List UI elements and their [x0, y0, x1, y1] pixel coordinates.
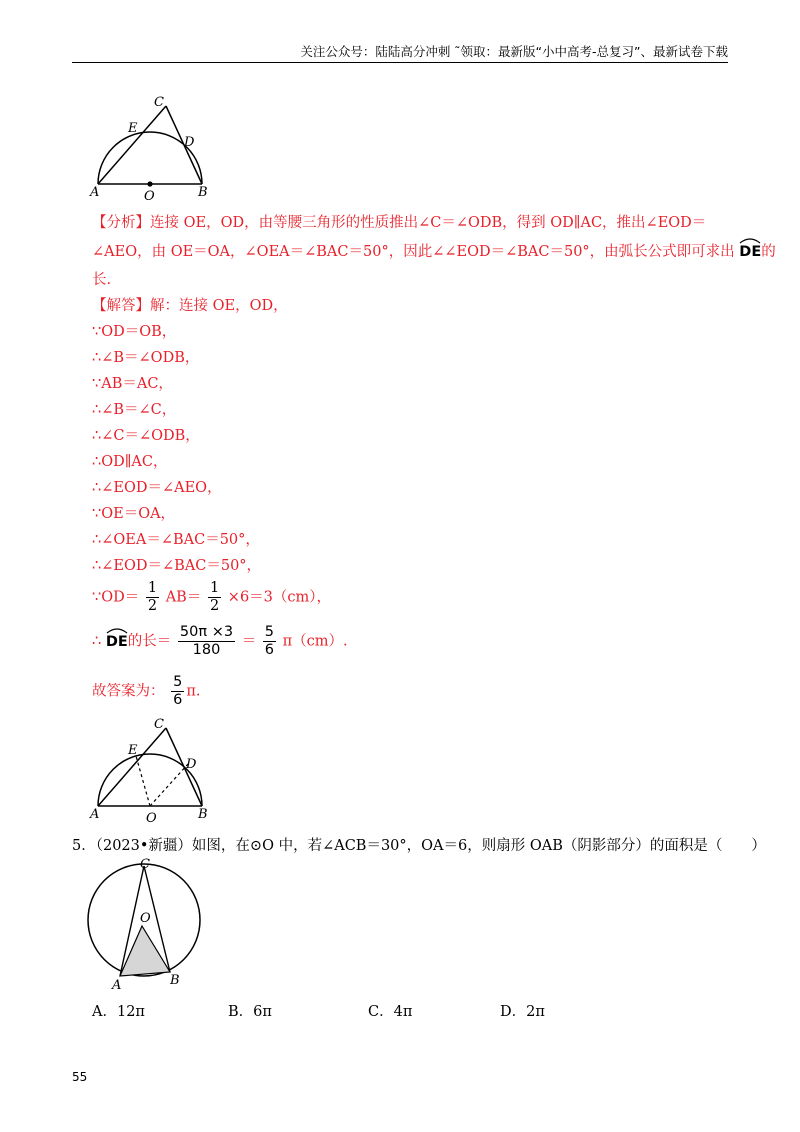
step11-mid: AB＝: [165, 589, 202, 606]
analysis-text-2-end: 的: [761, 244, 776, 260]
arc-de-label: [739, 240, 761, 260]
analysis-text-1: 连接 OE，OD，由等腰三角形的性质推出∠C＝∠ODB，得到 OD∥AC，推出∠EOD＝: [150, 215, 707, 231]
step12-mid: 的长＝: [127, 633, 172, 650]
arc-de-text-2: DE: [105, 633, 128, 650]
fig3-label-O: O: [140, 911, 151, 926]
frac-num: 50π ×3: [179, 624, 234, 640]
page-header: [72, 44, 728, 63]
fig3-label-C: C: [140, 857, 150, 872]
question-5: 5．（2023•新疆）如图，在⊙O 中，若∠ACB＝30°，OA＝6，则扇形 OAB（阴影部分）的面积是（ ）: [72, 838, 766, 854]
frac-den: 2: [209, 598, 220, 614]
fig1-label-E: E: [128, 121, 138, 136]
fraction-five-sixths: [263, 624, 276, 659]
fig3-label-A: A: [112, 978, 122, 992]
step-4: ∴∠B＝∠C，: [92, 402, 177, 418]
fraction-arc-length: [178, 624, 235, 659]
frac-num: 1: [147, 580, 158, 596]
fig1-label-C: C: [154, 95, 164, 110]
step12-eq: ＝: [241, 633, 257, 650]
analysis-tag: 【分析】: [92, 215, 150, 231]
frac-den: 6: [173, 692, 183, 708]
step-10: ∴∠EOD＝∠BAC＝50°，: [92, 558, 262, 574]
fig2-label-D: D: [186, 757, 197, 772]
frac-num: 5: [173, 674, 183, 690]
step12-pre: ∴: [92, 633, 102, 650]
final-pre: 故答案为：: [92, 683, 165, 700]
step11-pre: ∵OD＝: [92, 589, 140, 606]
fig1-label-D: D: [184, 135, 195, 150]
analysis-line-1: [92, 211, 706, 232]
frac-num: 5: [264, 624, 275, 640]
frac-num: 1: [209, 580, 220, 596]
fraction-half-2: [208, 580, 221, 615]
answer-intro: 解：连接 OE，OD，: [150, 298, 288, 314]
option-c[interactable]: C．4π: [368, 1004, 413, 1020]
final-end: π.: [186, 683, 201, 700]
analysis-line-2: [92, 240, 776, 261]
step-8: ∵OE＝OA，: [92, 506, 176, 522]
option-a[interactable]: A．12π: [92, 1004, 145, 1020]
step-12: [92, 624, 348, 659]
fig2-label-B: B: [198, 807, 208, 822]
step-1: ∵OD＝OB，: [92, 324, 177, 340]
fig1-label-A: A: [90, 185, 100, 200]
final-answer: [92, 674, 200, 709]
fig2-label-E: E: [128, 743, 138, 758]
frac-den: 6: [264, 642, 275, 658]
fig2-label-C: C: [154, 717, 164, 732]
fraction-half-1: [146, 580, 159, 615]
option-b[interactable]: B．6π: [228, 1004, 272, 1020]
fig3-label-B: B: [170, 973, 180, 988]
frac-den: 180: [192, 642, 221, 658]
analysis-text-2: ∠AEO，由 OE＝OA，∠OEA＝∠BAC＝50°，因此∠∠EOD＝∠BAC＝50°，由弧长公式即可求出: [92, 244, 735, 260]
step-9: ∴∠OEA＝∠BAC＝50°，: [92, 532, 260, 548]
fraction-final: [171, 674, 184, 709]
step12-end: π（cm）.: [282, 633, 348, 650]
step11-end: ×6＝3（cm），: [227, 589, 332, 606]
frac-den: 2: [147, 598, 158, 614]
step-2: ∴∠B＝∠ODB，: [92, 350, 200, 366]
figure-semicircle-triangle: [88, 92, 228, 202]
arc-de-label-2: [106, 630, 128, 650]
fig1-label-B: B: [198, 185, 208, 200]
arc-de-text: DE: [739, 244, 762, 260]
page-number: 55: [72, 1070, 88, 1084]
figure-circle-sector: [84, 852, 204, 992]
step-5: ∴∠C＝∠ODB，: [92, 428, 200, 444]
step-6: ∴OD∥AC，: [92, 454, 168, 470]
figure-semicircle-with-radii: [88, 714, 228, 826]
fig2-label-O: O: [146, 811, 157, 826]
step-11: [92, 580, 331, 615]
step-7: ∴∠EOD＝∠AEO，: [92, 480, 222, 496]
option-d[interactable]: D．2π: [500, 1004, 545, 1020]
fig2-label-A: A: [90, 807, 100, 822]
answer-intro-line: [92, 294, 288, 315]
fig1-label-O: O: [144, 189, 155, 202]
step-3: ∵AB＝AC，: [92, 376, 173, 392]
answer-tag: 【解答】: [92, 298, 150, 314]
analysis-line-3: 长.: [92, 272, 112, 288]
header-text: 关注公众号：陆陆高分冲刺 ˜领取：最新版“小中高考-总复习”、最新试卷下载: [300, 44, 728, 59]
